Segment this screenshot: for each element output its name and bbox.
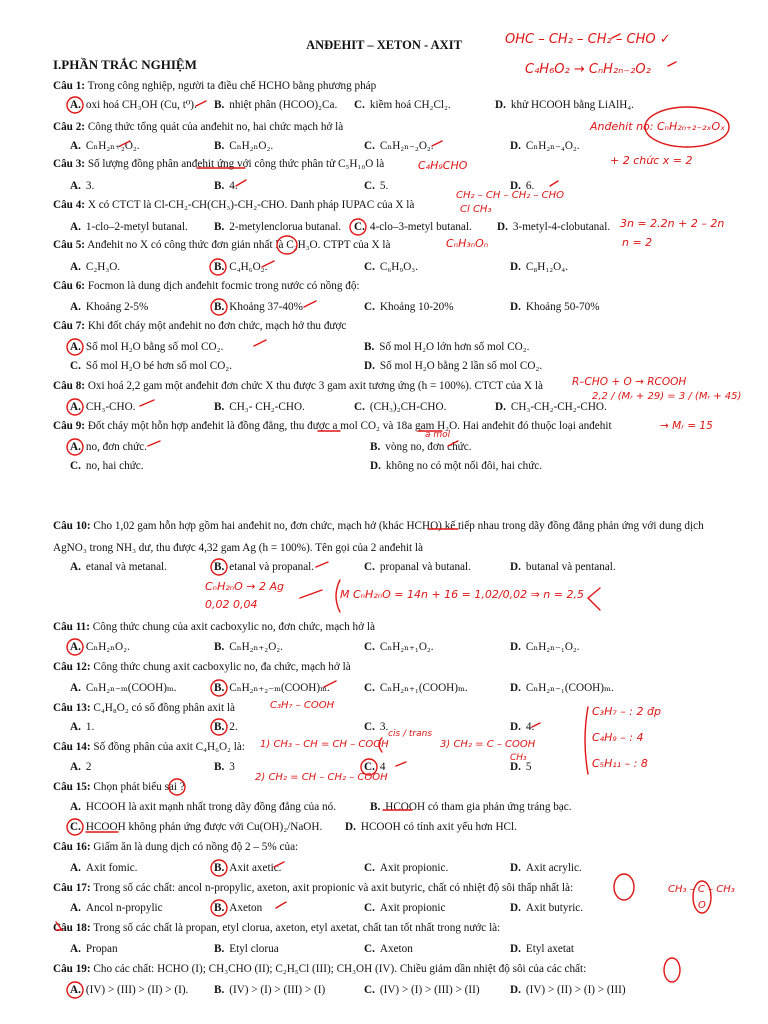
question-2: Câu 2: Công thức tổng quát của anđehit no, hai chức mạch hở là (53, 121, 344, 133)
question-12: Câu 12: Công thức chung axit cacboxylic no, đa chức, mạch hở là (53, 661, 351, 673)
q15-option-a[interactable]: A. HCOOH là axit mạnh nhất trong dãy đồng đẳng của nó. (70, 801, 337, 813)
q17-option-a[interactable]: A. Ancol n-propylic (70, 902, 163, 914)
question-10: Câu 10: Cho 1,02 gam hỗn hợp gồm hai anđehit no, đơn chức, mạch hở (khác HCHO) kế tiếp nhau trong dãy đồng đẳng phản ứng với dung dịch (53, 520, 704, 532)
handwritten-calc-q5a: 3n = 2.2n + 2 – 2n (620, 217, 725, 230)
q17-option-b[interactable]: B. Axeton (214, 902, 263, 914)
q7-option-d[interactable]: D. Số mol H₂O bằng 2 lần số mol CO₂. (364, 360, 543, 372)
handwritten-note-q8c: → Mᵣ = 15 (660, 420, 713, 432)
q8-option-a[interactable]: A. CH₃-CHO. (70, 401, 136, 413)
handwritten-note-q3: C₄H₉CHO (418, 159, 468, 172)
q16-option-b[interactable]: B. Axit axetic. (214, 862, 282, 874)
q11-option-b[interactable]: B. CₙH₂ₙ₊₂O₂. (214, 641, 283, 653)
question-4: Câu 4: X có CTCT là Cl-CH₂-CH(CH₃)-CH₂-CHO. Danh pháp IUPAC của X là (53, 199, 415, 211)
handwritten-note-q2b: + 2 chức x = 2 (610, 154, 693, 167)
section-heading: I.PHẦN TRẮC NGHIỆM (53, 57, 197, 72)
handwritten-calc-q5b: n = 2 (622, 236, 653, 249)
handwritten-side-q13b: C₄H₉ – : 4 (592, 731, 644, 744)
question-11: Câu 11: Công thức chung của axit cacboxylic no, đơn chức, mạch hở là (53, 621, 375, 633)
handwritten-note-q14b: cis / trans (388, 729, 433, 739)
q4-option-d[interactable]: D. 3-metyl-4-clobutanal. (497, 221, 611, 233)
handwritten-side-q13c: C₅H₁₁ – : 8 (592, 757, 648, 770)
q6-option-d[interactable]: D. Khoảng 50-70% (510, 301, 600, 313)
tick-q8-a (140, 400, 154, 406)
handwritten-note-q17a: CH₃ – C – CH₃ (668, 884, 735, 895)
q2-option-d[interactable]: D. CₙH₂ₙ₋₄O₂. (510, 140, 580, 152)
q10-option-a[interactable]: A. etanal và metanal. (70, 561, 167, 573)
q7-option-c[interactable]: C. Số mol H₂O bé hơn số mol CO₂. (70, 360, 233, 372)
q4-option-a[interactable]: A. 1-clo–2-metyl butanal. (70, 221, 188, 233)
q14-option-d[interactable]: D. 5 (510, 761, 532, 773)
q9-option-a[interactable]: A. no, đơn chức. (70, 441, 147, 453)
question-6: Câu 6: Focmon là dung dịch anđehit focmic trong nước có nồng độ: (53, 280, 360, 292)
page-title: ANĐEHIT – XETON - AXIT (306, 38, 462, 52)
handwritten-note-q14a: 1) CH₃ – CH = CH – COOH (260, 739, 389, 750)
handwritten-note-q14e: 2) CH₂ = CH – CH₂ – COOH (255, 772, 388, 783)
tick-q6-b (304, 301, 316, 307)
q19-option-c[interactable]: C. (IV) > (I) > (III) > (II) (364, 984, 480, 996)
q10-option-c[interactable]: C. propanal và butanal. (364, 561, 471, 573)
q5-option-b[interactable]: B. C₄H₆O₂. (214, 261, 268, 273)
handwritten-note-q9: a mol (425, 430, 451, 440)
bracket-q13 (585, 707, 588, 774)
q3-option-d[interactable]: D. 6. (510, 180, 535, 192)
q7-option-b[interactable]: B. Số mol H₂O lớn hơn số mol CO₂. (364, 341, 530, 353)
tick-top2 (668, 62, 676, 66)
q1-option-b[interactable]: B. nhiệt phân (HCOO)₂Ca. (214, 99, 338, 111)
handwritten-note-q4b: Cl CH₃ (460, 204, 492, 215)
handwritten-note-q4a: CH₂ – CH – CH₂ – CHO (456, 190, 564, 201)
question-18: Câu 18: Trong số các chất là propan, etyl clorua, axeton, etyl axetat, chất tan tốt nhất trong nước là: (53, 922, 501, 934)
q5-option-c[interactable]: C. C₆H₉O₃. (364, 261, 419, 273)
q3-option-a[interactable]: A. 3. (70, 180, 95, 192)
question-16: Câu 16: Giấm ăn là dung dịch có nồng độ 2 – 5% của: (53, 841, 299, 853)
q13-option-a[interactable]: A. 1. (70, 721, 95, 733)
q13-option-c[interactable]: C. 3. (364, 721, 389, 733)
tick-q14-c (396, 762, 406, 766)
q16-option-d[interactable]: D. Axit acrylic. (510, 862, 582, 874)
q2-option-c[interactable]: C. CₙH₂ₙ₋₂O₂. (364, 140, 434, 152)
tick-q3-d (550, 181, 558, 186)
handwritten-note-q10a: CₙH₂ₙO → 2 Ag (205, 580, 285, 593)
circle-q19-dan (664, 958, 680, 982)
q14-option-b[interactable]: B. 3 (214, 761, 235, 773)
q5-option-a[interactable]: A. C₂H₃O. (70, 261, 121, 273)
q19-option-d[interactable]: D. (IV) > (II) > (I) > (III) (510, 984, 626, 996)
tick-q1 (196, 101, 206, 106)
q4-option-c[interactable]: C. 4-clo–3-metyl butanal. (354, 221, 472, 233)
q9-option-c[interactable]: C. no, hai chức. (70, 460, 144, 472)
circle-q17-thap (614, 874, 634, 900)
question-19: Câu 19: Cho các chất: HCHO (I); CH₃CHO (II); C₂H₅Cl (III); CH₃OH (IV). Chiều giảm dần nhiệt độ sôi của các chất: (53, 963, 587, 975)
q1-option-c[interactable]: C. kiềm hoá CH₂Cl₂. (354, 99, 451, 111)
q17-option-c[interactable]: C. Axit propionic (364, 902, 446, 914)
handwritten-note-q2: Anđehit no: CₙH₂ₙ₊₂₋₂ₓOₓ (590, 120, 725, 133)
q1-option-a[interactable]: A. oxi hoá CH₃OH (Cu, t⁰). (70, 99, 197, 111)
q3-option-b[interactable]: B. 4. (214, 180, 238, 192)
q8-option-c[interactable]: C. (CH₃)₂CH-CHO. (354, 401, 447, 413)
q2-option-b[interactable]: B. CₙH₂ₙO₂. (214, 140, 274, 152)
q8-option-b[interactable]: B. CH₃- CH₂-CHO. (214, 401, 305, 413)
q11-option-a[interactable]: A. CₙH₂ₙO₂. (70, 641, 130, 653)
q12-option-b[interactable]: B. CₙH₂ₙ₊₂₋ₘ(COOH)ₘ. (214, 682, 330, 694)
question-3: Câu 3: Số lượng đồng phân anđehit ứng với công thức phân tử C₅H₁₀O là (53, 158, 385, 170)
handwritten-note-q13: C₃H₇ – COOH (270, 700, 335, 711)
q11-option-c[interactable]: C. CₙH₂ₙ₊₁O₂. (364, 641, 434, 653)
q1-option-d[interactable]: D. khử HCOOH bằng LiAlH₄. (495, 99, 634, 111)
q17-option-d[interactable]: D. Axit butyric. (510, 902, 584, 914)
question-8: Câu 8: Oxi hoá 2,2 gam một anđehit đơn chức X thu được 3 gam axit tương ứng (h = 100%). CTCT của X là (53, 380, 543, 392)
handwritten-note-q10b: 0,02 0,04 (205, 598, 258, 611)
q13-option-b[interactable]: B. 2. (214, 721, 238, 733)
handwritten-note-top2: C₄H₆O₂ → CₙH₂ₙ₋₂O₂ (525, 62, 651, 77)
handwritten-note-q14c: 3) CH₂ = C – COOH (440, 739, 536, 750)
q14-option-a[interactable]: A. 2 (70, 761, 92, 773)
question-15: Câu 15: Chọn phát biểu sai ? (53, 781, 185, 793)
arrow-q10 (300, 590, 322, 598)
q12-option-d[interactable]: D. CₙH₂ₙ₋₁(COOH)ₘ. (510, 682, 614, 694)
q6-option-a[interactable]: A. Khoảng 2-5% (70, 301, 149, 313)
q11-option-d[interactable]: D. CₙH₂ₙ₋₁O₂. (510, 641, 580, 653)
q8-option-d[interactable]: D. CH₃-CH₂-CH₂-CHO. (495, 401, 607, 413)
question-1: Câu 1: Trong công nghiệp, người ta điều chế HCHO bằng phương pháp (53, 80, 377, 92)
tick-q10-b (316, 562, 328, 567)
q18-option-b[interactable]: B. Etyl clorua (214, 943, 279, 955)
q16-option-a[interactable]: A. Axit fomic. (70, 862, 138, 874)
tick-q17-b (276, 902, 286, 908)
q2-option-a[interactable]: A. CₙH₂ₙ₊₂O₂. (70, 140, 140, 152)
q18-option-d[interactable]: D. Etyl axetat (510, 943, 575, 955)
question-10-line2: AgNO₃ trong NH₃ dư, thu được 4,32 gam Ag (h = 100%). Tên gọi của 2 anđehit là (53, 542, 423, 554)
q10-option-b[interactable]: B. etanal và propanal. (214, 561, 315, 573)
q10-option-d[interactable]: D. butanal và pentanal. (510, 561, 616, 573)
handwritten-note-q8b: 2,2 / (Mᵣ + 29) = 3 / (Mᵣ + 45) (592, 391, 742, 402)
question-9: Câu 9: Đốt cháy một hỗn hợp anđehit là đồng đẳng, thu được a mol CO₂ và 18a gam H₂O. Hai anđehit đó thuộc loại anđehit (53, 420, 612, 432)
q18-option-c[interactable]: C. Axeton (364, 943, 413, 955)
bracket-q10-right (588, 588, 600, 610)
q15-option-b[interactable]: B. HCOOH có tham gia phản ứng tráng bạc. (370, 801, 572, 813)
q3-option-c[interactable]: C. 5. (364, 180, 389, 192)
question-14: Câu 14: Số đồng phân của axit C₄H₆O₂ là: (53, 741, 245, 753)
q5-option-d[interactable]: D. C₈H₁₂O₄. (510, 261, 568, 273)
q16-option-c[interactable]: C. Axit propionic. (364, 862, 449, 874)
q14-option-c[interactable]: C. 4 (364, 761, 386, 773)
question-13: Câu 13: C₄H₈O₂ có số đồng phân axit là (53, 702, 235, 714)
q7-option-a[interactable]: A. Số mol H₂O bằng số mol CO₂. (70, 341, 224, 353)
handwritten-note-q10c: M CₙH₂ₙO = 14n + 16 = 1,02/0,02 ⇒ n = 2,5 (340, 588, 584, 601)
tick-q7-a (254, 340, 266, 346)
q6-option-b[interactable]: B. Khoảng 37-40% (214, 301, 303, 313)
handwritten-note-q14d: CH₃ (510, 753, 527, 763)
question-7: Câu 7: Khi đốt cháy một anđehit no đơn chức, mạch hở thu được (53, 320, 347, 332)
question-5: Câu 5: Anđehit no X có công thức đơn giản nhất là C₂H₃O. CTPT của X là (53, 239, 391, 251)
q15-option-d[interactable]: D. HCOOH có tính axit yếu hơn HCl. (345, 821, 517, 833)
q19-option-b[interactable]: B. (IV) > (I) > (III) > (I) (214, 984, 326, 996)
q19-option-a[interactable]: A. (IV) > (III) > (II) > (I). (70, 984, 189, 996)
q4-option-b[interactable]: B. 2-metylenclorua butanal. (214, 221, 342, 233)
q6-option-c[interactable]: C. Khoảng 10-20% (364, 301, 454, 313)
handwritten-note-q8a: R–CHO + O → RCOOH (572, 376, 687, 388)
q18-option-a[interactable]: A. Propan (70, 943, 118, 955)
q12-option-a[interactable]: A. CₙH₂ₙ₋ₘ(COOH)ₘ. (70, 682, 177, 694)
q13-option-d[interactable]: D. 4. (510, 721, 535, 733)
q12-option-c[interactable]: C. CₙH₂ₙ₊₁(COOH)ₘ. (364, 682, 468, 694)
question-17: Câu 17: Trong số các chất: ancol n-propylic, axeton, axit propionic và axit butyric, chất có nhiệt độ sôi thấp nhất là: (53, 882, 574, 894)
handwritten-side-q13a: C₃H₇ – : 2 đp (592, 705, 661, 718)
q9-option-d[interactable]: D. không no có một nối đôi, hai chức. (370, 460, 543, 472)
handwritten-note-q5: CₙH₃ₙOₙ (446, 237, 489, 250)
q15-option-c[interactable]: C. HCOOH không phản ứng được với Cu(OH)₂/NaOH. (70, 821, 323, 833)
q9-option-b[interactable]: B. vòng no, đơn chức. (370, 441, 472, 453)
handwritten-note-top1: OHC – CH₂ – CH₂ – CHO ✓ (505, 32, 671, 47)
tick-q9-a (148, 441, 160, 446)
handwritten-note-q17b: O (698, 900, 706, 911)
